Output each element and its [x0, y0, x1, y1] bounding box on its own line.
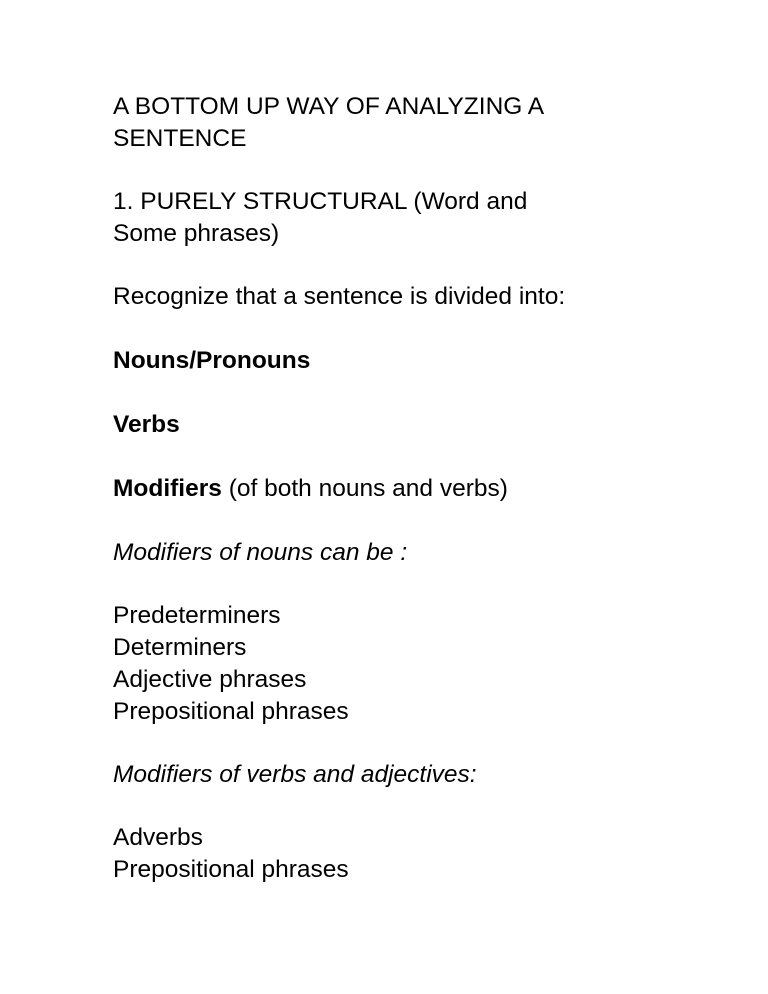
list-item: Prepositional phrases [113, 856, 349, 883]
modifiers-term: Modifiers [113, 475, 222, 502]
category-modifiers [113, 473, 508, 505]
list-item: Prepositional phrases [113, 698, 349, 725]
noun-modifiers-heading: Modifiers of nouns can be : [113, 539, 408, 566]
document-title [113, 91, 544, 155]
verb-modifiers-list [113, 822, 349, 886]
list-item: Adjective phrases [113, 666, 307, 693]
list-item: Determiners [113, 634, 247, 661]
list-item: Predeterminers [113, 602, 281, 629]
list-item: Adverbs [113, 824, 203, 851]
intro-text: Recognize that a sentence is divided into: [113, 283, 566, 310]
section-heading-line: 1. PURELY STRUCTURAL (Word and [113, 188, 528, 215]
verb-modifiers-heading: Modifiers of verbs and adjectives: [113, 761, 477, 788]
section-1-heading [113, 186, 527, 250]
category-verbs: Verbs [113, 411, 180, 438]
modifiers-note: (of both nouns and verbs) [221, 475, 508, 502]
title-line: A BOTTOM UP WAY OF ANALYZING A [113, 93, 545, 120]
category-nouns: Nouns/Pronouns [113, 347, 311, 374]
section-heading-line: Some phrases) [113, 220, 280, 247]
title-line: SENTENCE [113, 125, 247, 152]
noun-modifiers-list [113, 600, 349, 728]
